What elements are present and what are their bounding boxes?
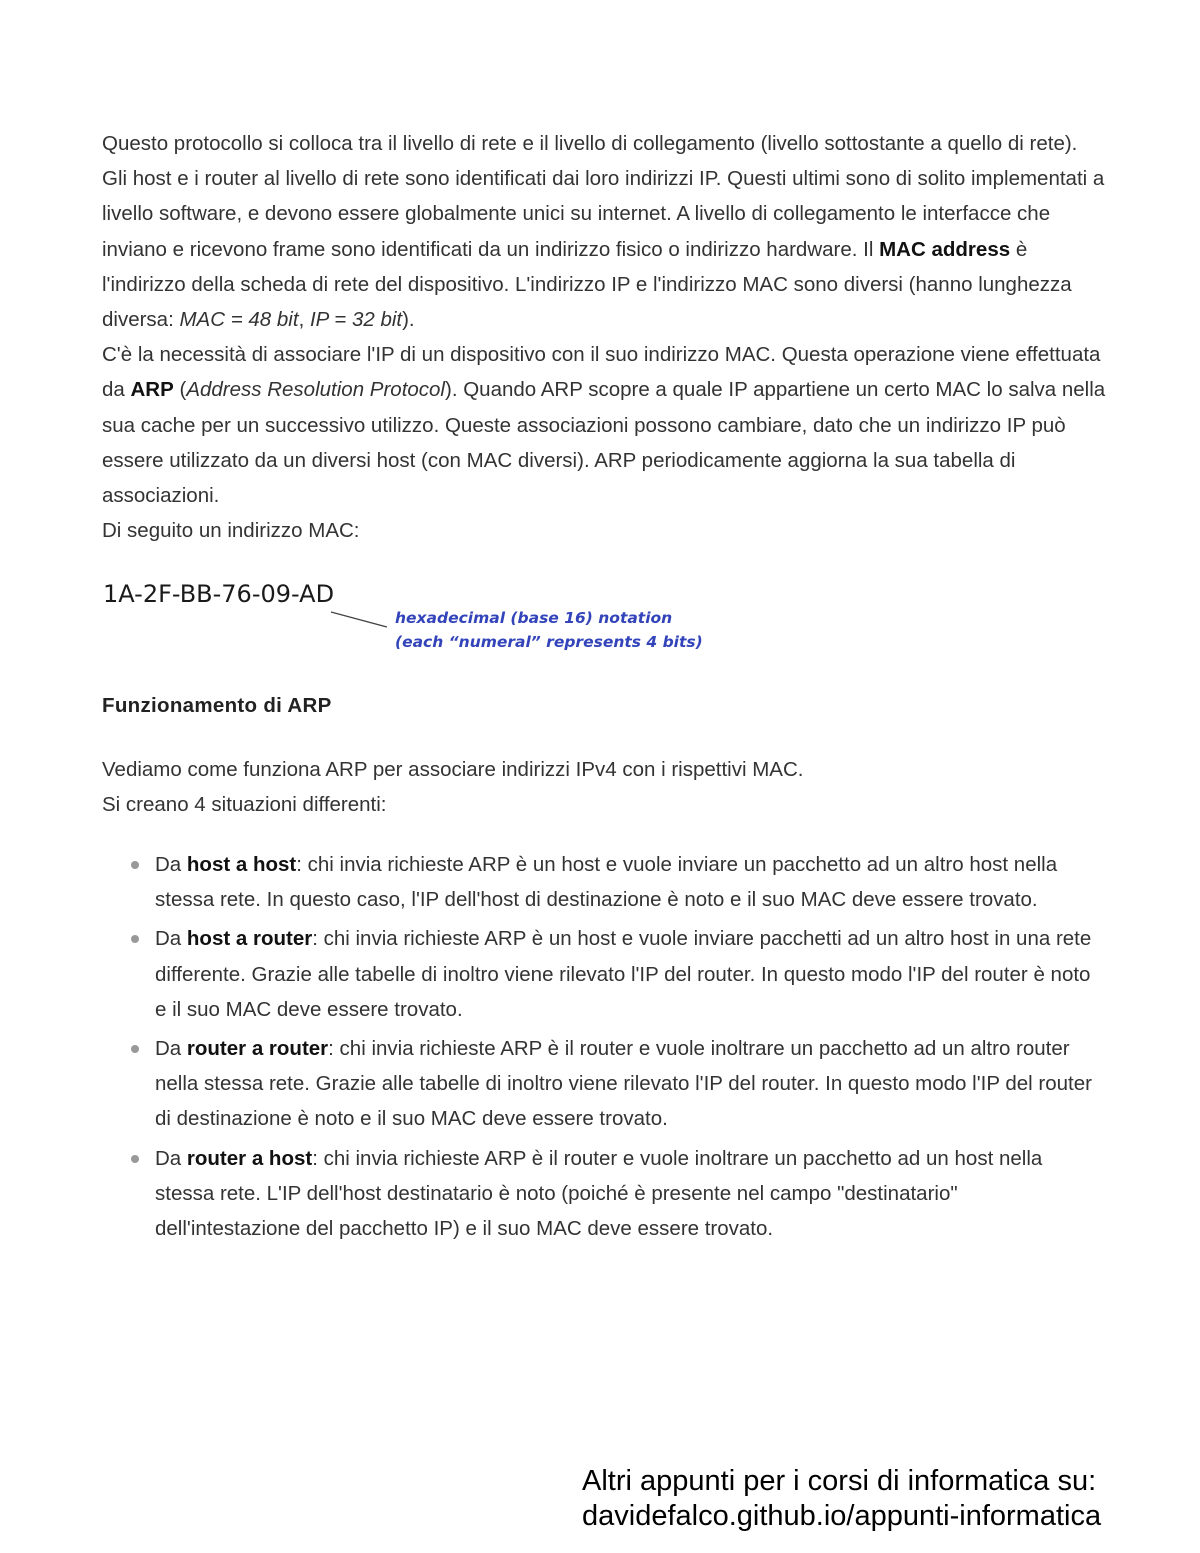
mac-annotation	[395, 606, 703, 654]
arp-paren-open: (	[173, 378, 187, 402]
mac-example-intro: Di seguito un indirizzo MAC:	[102, 519, 360, 543]
list-item-text: : chi invia richieste ARP è un host e vuole inviare un pacchetto ad un altro host nella stessa rete. In questo caso, l'IP dell'host di destinazione è noto e il suo MAC deve essere trovato.	[155, 853, 1058, 912]
list-item	[155, 847, 1105, 917]
intro-sentence-3: è l'indirizzo della scheda di rete del dispositivo. L'indirizzo IP e l'indirizzo MAC sono diversi (hanno lunghezza diversa:	[102, 237, 1072, 332]
arp-expansion: Address Resolution Protocol	[186, 378, 445, 402]
mac-address-term: MAC address	[879, 237, 1011, 261]
footer-note	[582, 1464, 1101, 1534]
list-item-text: : chi invia richieste ARP è un host e vuole inviare pacchetti ad un altro host in una rete differente. Grazie alle tabelle di inoltro viene rilevato l'IP del router. In questo modo l'IP del router è noto e il suo MAC deve essere trovato.	[155, 927, 1092, 1021]
arp-term: ARP	[130, 378, 174, 402]
ip-length: IP = 32 bit	[309, 308, 403, 332]
situations-list	[155, 847, 1105, 1250]
length-separator: ,	[298, 308, 310, 332]
list-item	[155, 921, 1105, 1027]
mac-address-figure	[103, 580, 703, 660]
list-item-prefix: Da	[155, 1146, 187, 1170]
list-item-text: : chi invia richieste ARP è il router e vuole inoltrare un pacchetto ad un host nella stessa rete. L'IP dell'host destinatario è noto (poiché è presente nel campo "destinatario" dell'intestazione del pacchetto IP) e il suo MAC deve essere trovato.	[155, 1146, 1043, 1241]
intro-sentence-1: Questo protocollo si colloca tra il livello di rete e il livello di collegamento (livello sottostante a quello di rete).	[102, 132, 1078, 155]
mac-address-value: 1A-2F-BB-76-09-AD	[103, 580, 335, 608]
list-item-term: host a router	[186, 927, 313, 951]
section-line-2: Si creano 4 situazioni differenti:	[102, 793, 387, 817]
intro-sentence-4: C'è la necessità di associare l'IP di un dispositivo con il suo indirizzo MAC. Questa operazione viene effettuata da	[102, 343, 1101, 402]
list-item-term: host a host	[186, 853, 297, 876]
list-item-text: : chi invia richieste ARP è il router e vuole inoltrare un pacchetto ad un altro router nella stessa rete. Grazie alle tabelle di inoltro viene rilevato l'IP del router. In questo modo l'IP del router di destinazione è noto e il suo MAC deve essere trovato.	[155, 1037, 1092, 1131]
footer-line-1: Altri appunti per i corsi di informatica su:	[582, 1465, 1097, 1497]
mac-annotation-line-1: hexadecimal (base 16) notation	[395, 609, 673, 627]
intro-paragraph	[102, 126, 1112, 548]
list-item	[155, 1141, 1105, 1247]
length-close: ).	[402, 308, 415, 332]
list-item-prefix: Da	[155, 927, 187, 951]
section-line-1: Vediamo come funziona ARP per associare indirizzi IPv4 con i rispettivi MAC.	[102, 758, 804, 781]
list-item-term: router a host	[186, 1146, 313, 1170]
footer-link: davidefalco.github.io/appunti-informatica	[582, 1500, 1102, 1532]
list-item-prefix: Da	[155, 853, 187, 876]
section-intro	[102, 752, 1112, 822]
list-item-prefix: Da	[155, 1037, 187, 1061]
list-item	[155, 1031, 1105, 1137]
mac-annotation-line-2: (each “numeral” represents 4 bits)	[395, 633, 703, 651]
intro-sentence-2: Gli host e i router al livello di rete sono identificati dai loro indirizzi IP. Questi ultimi sono di solito implementati a livello software, e devono essere globalmente unici su internet. A livello di collegamento le interfacce che inviano e ricevono frame sono identificati da un indirizzo fisico o indirizzo hardware. Il	[102, 167, 1105, 261]
mac-length: MAC = 48 bit	[179, 308, 299, 332]
intro-sentence-4-rest: ). Quando ARP scopre a quale IP appartiene un certo MAC lo salva nella sua cache per un successivo utilizzo. Queste associazioni possono cambiare, dato che un indirizzo IP può essere utilizzato da un diversi host (con MAC diversi). ARP periodicamente aggiorna la sua tabella di associazioni.	[102, 378, 1106, 508]
section-title: Funzionamento di ARP	[102, 694, 332, 717]
list-item-term: router a router	[186, 1037, 329, 1061]
